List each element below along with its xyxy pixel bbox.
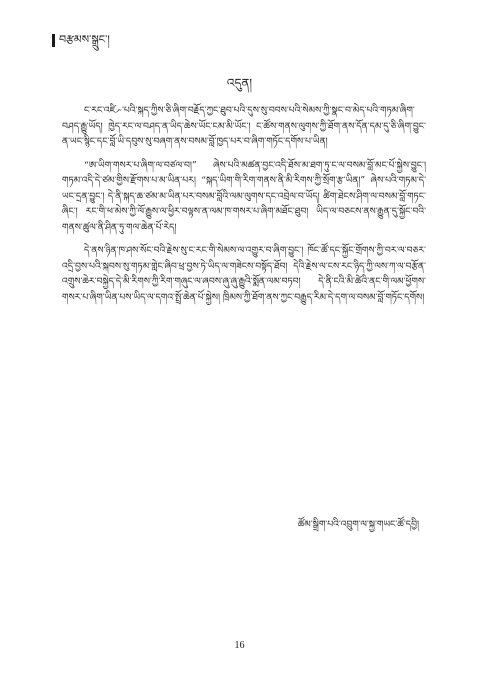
section-title: འདུན། — [226, 76, 253, 90]
paragraph-3: དེ་ནས་ཉིན་ཁ་ཤས་སོང་བའི་རྗེས་སུ་ང་རང་གི་སེམས་ལ་འགྱུར་བ་ཞིག་བྱུང་། ཁོང་ཚོ་དང་སྐྱོང་གྲོགས་ཀྱི་བར་ལ་བཅར་འདྲི་བྱས་པའི་སྐབས་སུ་གཏམ་གླེང་ཞིབ་ཕྲ་བྱས་ཏེ་ཡིད་ལ་གཟེངས་བསྟོད་ཐོབ། དེའི་རྗེས་ལ་ངས་རང་ཉིད་ཀྱི་ལས་ཀ་ལ་བརྩོན་འགྲུས་ཆེར་བསྐྱེད་དེ་མི་རིགས་ཀྱི་རིག་གཞུང་ལ་ཞབས་ཞུ་ཞུ་རྒྱུའི་སྨོན་ལམ་བཏབ། དེ་ནི་ངའི་མི་ཚེའི་ནང་གི་ལམ་ཕྱོགས་གསར་པ་ཞིག་ཡིན་པས་ཡིད་ལ་དགའ་སྤྲོ་ཆེན་པོ་སྐྱེས། ཁྲིམས་ཀྱི་ཐོག་ནས་ཀྱང་བརྒྱུད་རིམ་དེ་དག་ལ་བསམ་བློ་གཏོང་དགོས། — [62, 245, 426, 303]
author-signature: ཚོམ་སྒྲིག་པའི་འབྲུག་ལ་སྐྱ་གཡང་ཚོ་དབྱི། — [297, 519, 419, 530]
header-marker-bar — [52, 34, 55, 47]
header-label: བརྩམས་སྒྲུང་། — [59, 33, 110, 46]
paragraph-2: “ཨ་ཡིག་གསར་པ་ཞིག་ལ་བཙལ་བ།” ཞེས་པའི་མཚན་བྱང་འདི་ཐོས་མ་ཐག་ཏུ་ང་ལ་བསམ་བློ་མང་པོ་སྐྱེས་བྱུང་། གཏམ་འདི་དེ་ཙམ་གྱིས་རྫོགས་པ་མ་ཡིན་པར། “སྐད་ཡིག་གི་རིག་གནས་ནི་མི་རིགས་ཀྱི་སྲོག་རྩ་ཡིན།” ཞེས་པའི་གཏམ་དེ་ཡང་དྲན་བྱུང་། དེ་ནི་སྐད་ཆ་ཙམ་མ་ཡིན་པར་བསམ་བློའི་ལམ་ལུགས་དང་འབྲེལ་བ་ཡོད། ཚིག་ཐེངས་ཤིག་ལ་བསམ་བློ་གཏང་ཞིང་། རང་གི་ཕ་མེས་ཀྱི་ལོ་རྒྱུས་ལ་ཕྱིར་བལྟས་ན་ལམ་ཁ་གསར་པ་ཞིག་མཐོང་ཐུབ། ཡིད་ལ་བཅངས་ནས་རྒྱུན་དུ་སྐྱོང་བའི་གནས་ཚུལ་ནི་ཤིན་ཏུ་གལ་ཆེན་པོ་རེད། — [62, 159, 426, 233]
page-header — [52, 33, 110, 47]
page-number: 16 — [234, 640, 245, 651]
paragraph-1: ང་རང་འཛིނ་པའི་སྐད་ཀྱིས་ཅི་ཞིག་བརྗོད་ཀྱང་ཐུབ་པའི་དུས་སུ་བབས་པའི་སེམས་ཀྱི་སྣང་བ་མེད་པའི་གཏམ་ཞིག་བཤད་རྒྱུ་ཡོད། ཁྱེད་རང་ལ་བཤད་ན་ཡིད་ཆེས་ཡོང་ངམ་མི་ཡོང་། ང་ཚོས་གནས་ལུགས་ཀྱི་ཐོག་ནས་དོན་དམ་དུ་ཅི་ཞིག་བྱུང་ན་ཡང་སྙིང་དང་བློ་ཡི་དབུས་སུ་བཞག་ནས་བསམ་བློ་ཁྱད་པར་བ་ཞིག་གཏོང་དགོས་པ་ཡིན། — [62, 105, 426, 147]
body-text — [62, 103, 426, 313]
